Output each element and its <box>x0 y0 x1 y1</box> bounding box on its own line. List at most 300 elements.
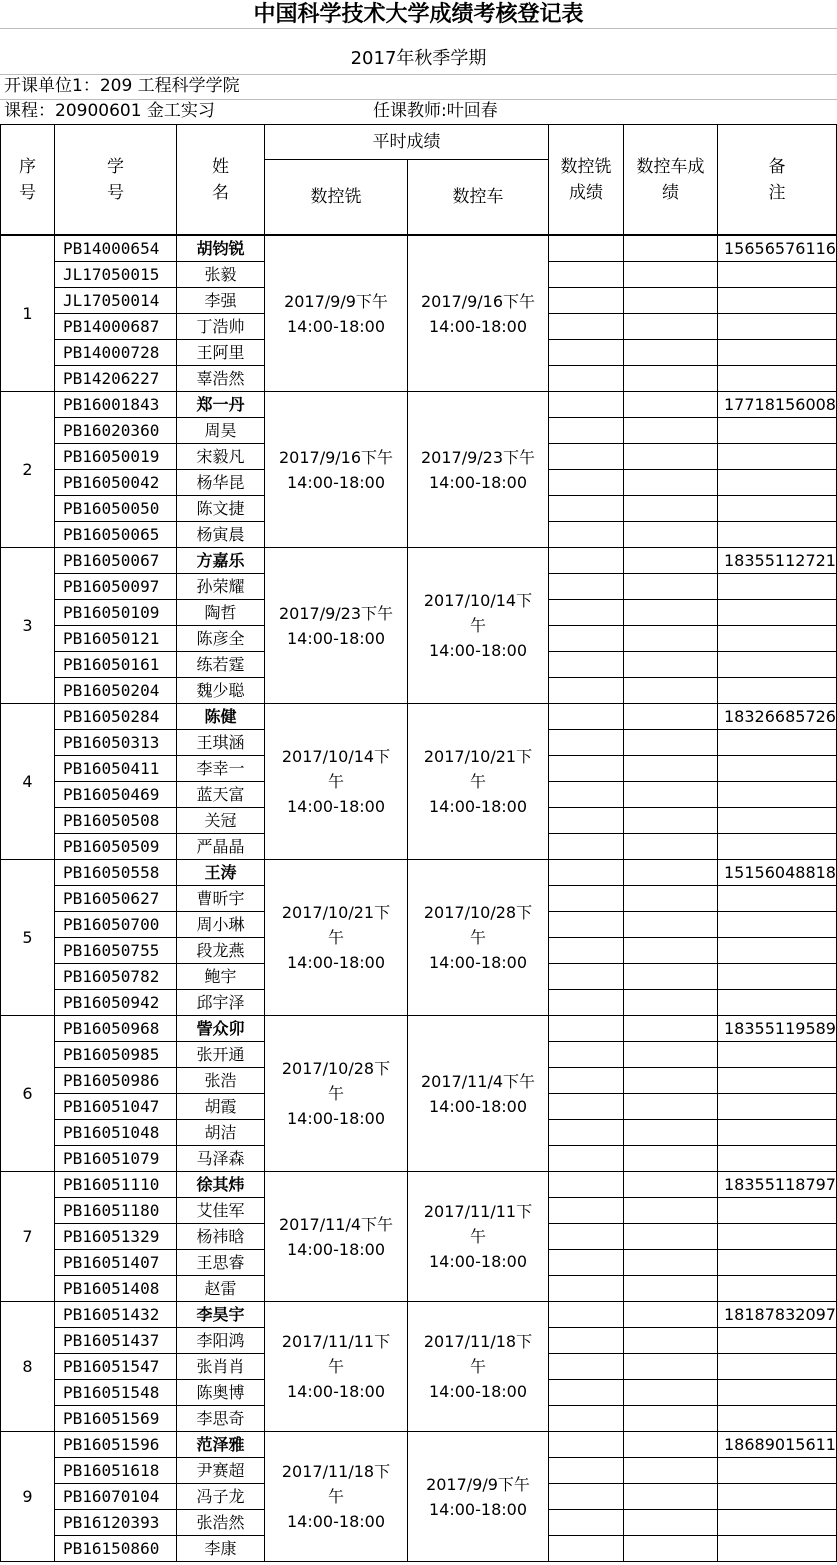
student-id-cell: JL17050014 <box>55 288 177 314</box>
lathe-time-cell: 2017/10/28下 午 14:00-18:00 <box>408 860 549 1016</box>
lathe-score-cell[interactable] <box>624 756 718 782</box>
student-name-cell: 艾佳军 <box>177 1198 265 1224</box>
milling-score-cell[interactable] <box>549 1354 624 1380</box>
header-index: 序 号 <box>1 125 55 235</box>
student-id-cell: PB14000728 <box>55 340 177 366</box>
student-name-cell: 张毅 <box>177 262 265 288</box>
student-id-cell: PB16051408 <box>55 1276 177 1302</box>
milling-score-cell[interactable] <box>549 470 624 496</box>
remark-cell <box>718 1328 837 1354</box>
student-name-cell: 李思奇 <box>177 1406 265 1432</box>
remark-cell <box>718 340 837 366</box>
student-name-cell: 魏少聪 <box>177 678 265 704</box>
student-name-cell: 周昊 <box>177 418 265 444</box>
table-row <box>1 704 837 730</box>
milling-time-cell: 2017/9/16下午 14:00-18:00 <box>265 392 408 548</box>
group-leader-name: 李昊宇 <box>177 1302 265 1328</box>
student-id-cell: PB16050782 <box>55 964 177 990</box>
student-id-cell: PB16050411 <box>55 756 177 782</box>
milling-score-cell[interactable] <box>549 964 624 990</box>
student-name-cell: 周小琳 <box>177 912 265 938</box>
lathe-score-cell[interactable] <box>624 1250 718 1276</box>
remark-cell <box>718 1250 837 1276</box>
student-id-cell: PB16051079 <box>55 1146 177 1172</box>
student-name-cell: 杨寅晨 <box>177 522 265 548</box>
lathe-score-cell[interactable] <box>624 1510 718 1536</box>
page-title: 中国科学技术大学成绩考核登记表 <box>253 1 584 27</box>
lathe-score-cell[interactable] <box>624 235 718 262</box>
table-row <box>1 392 837 418</box>
group-index: 3 <box>1 548 55 704</box>
student-id-cell: PB16050558 <box>55 860 177 886</box>
student-name-cell: 陶哲 <box>177 600 265 626</box>
student-id-cell: PB16050627 <box>55 886 177 912</box>
row-divider <box>0 28 837 29</box>
student-id-cell: PB14206227 <box>55 366 177 392</box>
milling-score-cell[interactable] <box>549 574 624 600</box>
remark-cell <box>718 314 837 340</box>
milling-score-cell[interactable] <box>549 366 624 392</box>
student-name-cell: 丁浩帅 <box>177 314 265 340</box>
student-name-cell: 陈文捷 <box>177 496 265 522</box>
group-leader-name: 胡钧锐 <box>177 235 265 262</box>
milling-score-cell[interactable] <box>549 340 624 366</box>
remark-cell <box>718 886 837 912</box>
student-id-cell: PB16050121 <box>55 626 177 652</box>
milling-score-cell[interactable] <box>549 886 624 912</box>
remark-cell <box>718 652 837 678</box>
milling-score-cell[interactable] <box>549 522 624 548</box>
student-id-cell: PB16120393 <box>55 1510 177 1536</box>
lathe-score-cell[interactable] <box>624 418 718 444</box>
milling-score-cell[interactable] <box>549 1380 624 1406</box>
student-id-cell: PB16050985 <box>55 1042 177 1068</box>
lathe-score-cell[interactable] <box>624 1146 718 1172</box>
remark-cell <box>718 1198 837 1224</box>
lathe-score-cell[interactable] <box>624 834 718 860</box>
student-id-cell: PB16050469 <box>55 782 177 808</box>
student-name-cell: 王阿里 <box>177 340 265 366</box>
grade-table <box>0 234 837 1562</box>
remark-cell <box>718 496 837 522</box>
student-name-cell: 辜浩然 <box>177 366 265 392</box>
milling-score-cell[interactable] <box>549 392 624 418</box>
group-leader-name: 王涛 <box>177 860 265 886</box>
table-row <box>1 860 837 886</box>
lathe-score-cell[interactable] <box>624 470 718 496</box>
lathe-score-cell[interactable] <box>624 860 718 886</box>
lathe-score-cell[interactable] <box>624 262 718 288</box>
remark-cell: 18689015611 <box>718 1432 837 1458</box>
student-id-cell: PB16051048 <box>55 1120 177 1146</box>
lathe-time-cell: 2017/11/11下 午 14:00-18:00 <box>408 1172 549 1302</box>
milling-score-cell[interactable] <box>549 652 624 678</box>
student-name-cell: 王思睿 <box>177 1250 265 1276</box>
lathe-score-cell[interactable] <box>624 886 718 912</box>
lathe-score-cell[interactable] <box>624 808 718 834</box>
milling-score-cell[interactable] <box>549 1120 624 1146</box>
lathe-score-cell[interactable] <box>624 366 718 392</box>
remark-cell <box>718 678 837 704</box>
lathe-time-cell: 2017/11/18下 午 14:00-18:00 <box>408 1302 549 1432</box>
student-id-cell: PB16050019 <box>55 444 177 470</box>
milling-score-cell[interactable] <box>549 1536 624 1562</box>
milling-score-cell[interactable] <box>549 1172 624 1198</box>
student-id-cell: PB16070104 <box>55 1484 177 1510</box>
remark-cell <box>718 366 837 392</box>
header-name: 姓 名 <box>177 125 265 235</box>
remark-cell <box>718 834 837 860</box>
remark-cell <box>718 808 837 834</box>
remark-cell: 18355119589 <box>718 1016 837 1042</box>
header-lathe-score: 数控车成 绩 <box>624 125 718 235</box>
milling-score-cell[interactable] <box>549 1484 624 1510</box>
student-id-cell: PB16051569 <box>55 1406 177 1432</box>
student-name-cell: 李强 <box>177 288 265 314</box>
student-name-cell: 张肖肖 <box>177 1354 265 1380</box>
remark-cell <box>718 1094 837 1120</box>
remark-cell <box>718 626 837 652</box>
milling-score-cell[interactable] <box>549 1302 624 1328</box>
student-name-cell: 胡洁 <box>177 1120 265 1146</box>
lathe-score-cell[interactable] <box>624 1302 718 1328</box>
teacher-label: 任课教师:叶回春 <box>373 101 498 121</box>
milling-score-cell[interactable] <box>549 938 624 964</box>
student-name-cell: 陈奥博 <box>177 1380 265 1406</box>
milling-score-cell[interactable] <box>549 912 624 938</box>
milling-score-cell[interactable] <box>549 860 624 886</box>
student-name-cell: 杨华昆 <box>177 470 265 496</box>
lathe-score-cell[interactable] <box>624 652 718 678</box>
milling-score-cell[interactable] <box>549 1328 624 1354</box>
group-index: 8 <box>1 1302 55 1432</box>
student-id-cell: PB16050986 <box>55 1068 177 1094</box>
student-id-cell: PB16020360 <box>55 418 177 444</box>
remark-cell <box>718 418 837 444</box>
group-index: 7 <box>1 1172 55 1302</box>
milling-score-cell[interactable] <box>549 600 624 626</box>
milling-score-cell[interactable] <box>549 1458 624 1484</box>
milling-time-cell: 2017/10/28下 午 14:00-18:00 <box>265 1016 408 1172</box>
student-name-cell: 蓝天富 <box>177 782 265 808</box>
milling-score-cell[interactable] <box>549 1250 624 1276</box>
student-id-cell: PB16051110 <box>55 1172 177 1198</box>
header-remarks: 备 注 <box>718 125 837 235</box>
milling-score-cell[interactable] <box>549 678 624 704</box>
student-id-cell: PB16050942 <box>55 990 177 1016</box>
student-name-cell: 李阳鸿 <box>177 1328 265 1354</box>
student-id-cell: PB16050755 <box>55 938 177 964</box>
remark-cell <box>718 1120 837 1146</box>
group-index: 5 <box>1 860 55 1016</box>
lathe-score-cell[interactable] <box>624 1094 718 1120</box>
lathe-score-cell[interactable] <box>624 288 718 314</box>
remark-cell <box>718 1042 837 1068</box>
lathe-score-cell[interactable] <box>624 626 718 652</box>
student-name-cell: 段龙燕 <box>177 938 265 964</box>
milling-score-cell[interactable] <box>549 1406 624 1432</box>
student-name-cell: 胡霞 <box>177 1094 265 1120</box>
student-name-cell: 张开通 <box>177 1042 265 1068</box>
semester-label: 2017年秋季学期 <box>350 48 487 69</box>
remark-cell <box>718 730 837 756</box>
student-id-cell: PB16050509 <box>55 834 177 860</box>
remark-cell <box>718 262 837 288</box>
student-name-cell: 张浩然 <box>177 1510 265 1536</box>
student-id-cell: PB14000687 <box>55 314 177 340</box>
lathe-score-cell[interactable] <box>624 392 718 418</box>
student-name-cell: 赵雷 <box>177 1276 265 1302</box>
lathe-score-cell[interactable] <box>624 1120 718 1146</box>
remark-cell <box>718 1276 837 1302</box>
remark-cell <box>718 1484 837 1510</box>
remark-cell <box>718 470 837 496</box>
student-id-cell: PB16050313 <box>55 730 177 756</box>
milling-time-cell: 2017/10/21下 午 14:00-18:00 <box>265 860 408 1016</box>
milling-score-cell[interactable] <box>549 1510 624 1536</box>
remark-cell <box>718 574 837 600</box>
student-id-cell: PB16050968 <box>55 1016 177 1042</box>
lathe-time-cell: 2017/9/16下午 14:00-18:00 <box>408 235 549 392</box>
milling-score-cell[interactable] <box>549 1432 624 1458</box>
student-id-cell: PB16050508 <box>55 808 177 834</box>
milling-score-cell[interactable] <box>549 756 624 782</box>
lathe-score-cell[interactable] <box>624 340 718 366</box>
student-id-cell: PB16050097 <box>55 574 177 600</box>
remark-cell <box>718 1380 837 1406</box>
remark-cell <box>718 522 837 548</box>
lathe-score-cell[interactable] <box>624 1484 718 1510</box>
lathe-score-cell[interactable] <box>624 314 718 340</box>
student-id-cell: PB16050161 <box>55 652 177 678</box>
lathe-score-cell[interactable] <box>624 704 718 730</box>
student-id-cell: JL17050015 <box>55 262 177 288</box>
student-name-cell: 冯子龙 <box>177 1484 265 1510</box>
student-id-cell: PB16051180 <box>55 1198 177 1224</box>
milling-score-cell[interactable] <box>549 1146 624 1172</box>
table-row <box>1 1302 837 1328</box>
table-row <box>1 548 837 574</box>
student-id-cell: PB16050042 <box>55 470 177 496</box>
milling-score-cell[interactable] <box>549 444 624 470</box>
student-name-cell: 孙荣耀 <box>177 574 265 600</box>
student-name-cell: 宋毅凡 <box>177 444 265 470</box>
group-index: 9 <box>1 1432 55 1562</box>
group-index: 2 <box>1 392 55 548</box>
lathe-time-cell: 2017/10/21下 午 14:00-18:00 <box>408 704 549 860</box>
group-index: 6 <box>1 1016 55 1172</box>
milling-score-cell[interactable] <box>549 548 624 574</box>
table-row <box>1 1016 837 1042</box>
milling-score-cell[interactable] <box>549 1094 624 1120</box>
milling-score-cell[interactable] <box>549 730 624 756</box>
lathe-score-cell[interactable] <box>624 1042 718 1068</box>
lathe-score-cell[interactable] <box>624 1276 718 1302</box>
header-regular-score: 平时成绩 <box>265 125 549 160</box>
milling-score-cell[interactable] <box>549 235 624 262</box>
student-id-cell: PB16051329 <box>55 1224 177 1250</box>
student-name-cell: 鲍宇 <box>177 964 265 990</box>
student-id-cell: PB16051548 <box>55 1380 177 1406</box>
lathe-score-cell[interactable] <box>624 1432 718 1458</box>
remark-cell: 15656576116 <box>718 235 837 262</box>
remark-cell <box>718 600 837 626</box>
group-leader-name: 訾众卯 <box>177 1016 265 1042</box>
student-id-cell: PB16051047 <box>55 1094 177 1120</box>
student-id-cell: PB16050050 <box>55 496 177 522</box>
milling-time-cell: 2017/11/18下 午 14:00-18:00 <box>265 1432 408 1562</box>
group-index: 1 <box>1 235 55 392</box>
remark-cell <box>718 444 837 470</box>
remark-cell: 17718156008 <box>718 392 837 418</box>
lathe-score-cell[interactable] <box>624 782 718 808</box>
milling-score-cell[interactable] <box>549 314 624 340</box>
student-name-cell: 曹昕宇 <box>177 886 265 912</box>
course-unit: 开课单位1：209 工程科学学院 <box>4 76 240 96</box>
remark-cell: 18355112721 <box>718 548 837 574</box>
student-id-cell: PB16051407 <box>55 1250 177 1276</box>
student-name-cell: 陈彦全 <box>177 626 265 652</box>
student-name-cell: 关冠 <box>177 808 265 834</box>
milling-score-cell[interactable] <box>549 782 624 808</box>
course-info <box>0 99 837 124</box>
lathe-score-cell[interactable] <box>624 938 718 964</box>
lathe-score-cell[interactable] <box>624 990 718 1016</box>
lathe-score-cell[interactable] <box>624 522 718 548</box>
lathe-score-cell[interactable] <box>624 600 718 626</box>
remark-cell: 18187832097 <box>718 1302 837 1328</box>
student-id-cell: PB16051618 <box>55 1458 177 1484</box>
lathe-score-cell[interactable] <box>624 1016 718 1042</box>
lathe-score-cell[interactable] <box>624 912 718 938</box>
student-name-cell: 严晶晶 <box>177 834 265 860</box>
student-id-cell: PB16051432 <box>55 1302 177 1328</box>
student-id-cell: PB16050284 <box>55 704 177 730</box>
remark-cell <box>718 1224 837 1250</box>
remark-cell <box>718 1354 837 1380</box>
header-student-id: 学 号 <box>55 125 177 235</box>
student-name-cell: 张浩 <box>177 1068 265 1094</box>
lathe-time-cell: 2017/9/23下午 14:00-18:00 <box>408 392 549 548</box>
milling-score-cell[interactable] <box>549 288 624 314</box>
remark-cell <box>718 756 837 782</box>
student-id-cell: PB16050700 <box>55 912 177 938</box>
lathe-score-cell[interactable] <box>624 574 718 600</box>
milling-score-cell[interactable] <box>549 834 624 860</box>
milling-time-cell: 2017/9/23下午 14:00-18:00 <box>265 548 408 704</box>
lathe-score-cell[interactable] <box>624 1224 718 1250</box>
remark-cell <box>718 1068 837 1094</box>
milling-score-cell[interactable] <box>549 1068 624 1094</box>
student-name-cell: 杨祎晗 <box>177 1224 265 1250</box>
milling-time-cell: 2017/11/11下 午 14:00-18:00 <box>265 1302 408 1432</box>
lathe-score-cell[interactable] <box>624 964 718 990</box>
table-header <box>0 124 837 235</box>
lathe-score-cell[interactable] <box>624 1406 718 1432</box>
student-id-cell: PB16001843 <box>55 392 177 418</box>
milling-score-cell[interactable] <box>549 808 624 834</box>
remark-cell: 15156048818 <box>718 860 837 886</box>
header-lathe: 数控车 <box>408 160 549 235</box>
lathe-score-cell[interactable] <box>624 548 718 574</box>
header-milling: 数控铣 <box>265 160 408 235</box>
lathe-score-cell[interactable] <box>624 1172 718 1198</box>
remark-cell: 18326685726 <box>718 704 837 730</box>
remark-cell <box>718 1458 837 1484</box>
lathe-score-cell[interactable] <box>624 1068 718 1094</box>
table-row <box>1 235 837 262</box>
lathe-score-cell[interactable] <box>624 1198 718 1224</box>
milling-score-cell[interactable] <box>549 418 624 444</box>
student-name-cell: 王琪涵 <box>177 730 265 756</box>
milling-score-cell[interactable] <box>549 704 624 730</box>
group-leader-name: 徐其炜 <box>177 1172 265 1198</box>
milling-score-cell[interactable] <box>549 1198 624 1224</box>
milling-time-cell: 2017/9/9下午 14:00-18:00 <box>265 235 408 392</box>
lathe-time-cell: 2017/11/4下午 14:00-18:00 <box>408 1016 549 1172</box>
milling-score-cell[interactable] <box>549 990 624 1016</box>
lathe-time-cell: 2017/9/9下午 14:00-18:00 <box>408 1432 549 1562</box>
milling-score-cell[interactable] <box>549 496 624 522</box>
group-leader-name: 郑一丹 <box>177 392 265 418</box>
student-name-cell: 练若霆 <box>177 652 265 678</box>
lathe-score-cell[interactable] <box>624 730 718 756</box>
milling-score-cell[interactable] <box>549 1016 624 1042</box>
remark-cell <box>718 964 837 990</box>
student-id-cell: PB16051547 <box>55 1354 177 1380</box>
group-leader-name: 方嘉乐 <box>177 548 265 574</box>
student-id-cell: PB16050065 <box>55 522 177 548</box>
remark-cell <box>718 288 837 314</box>
lathe-score-cell[interactable] <box>624 1380 718 1406</box>
lathe-score-cell[interactable] <box>624 444 718 470</box>
group-leader-name: 范泽雅 <box>177 1432 265 1458</box>
remark-cell <box>718 938 837 964</box>
group-leader-name: 陈健 <box>177 704 265 730</box>
student-name-cell: 邱宇泽 <box>177 990 265 1016</box>
student-name-cell: 李康 <box>177 1536 265 1562</box>
student-id-cell: PB14000654 <box>55 235 177 262</box>
student-id-cell: PB16150860 <box>55 1536 177 1562</box>
remark-cell <box>718 1536 837 1562</box>
remark-cell <box>718 1406 837 1432</box>
remark-cell <box>718 912 837 938</box>
milling-score-cell[interactable] <box>549 1042 624 1068</box>
milling-score-cell[interactable] <box>549 1224 624 1250</box>
course-code-name: 课程：20900601 金工实习 <box>4 101 215 121</box>
student-name-cell: 尹赛超 <box>177 1458 265 1484</box>
table-row <box>1 1432 837 1458</box>
student-id-cell: PB16050109 <box>55 600 177 626</box>
milling-time-cell: 2017/11/4下午 14:00-18:00 <box>265 1172 408 1302</box>
student-name-cell: 李幸一 <box>177 756 265 782</box>
remark-cell <box>718 990 837 1016</box>
student-name-cell: 马泽森 <box>177 1146 265 1172</box>
student-id-cell: PB16050204 <box>55 678 177 704</box>
milling-score-cell[interactable] <box>549 1276 624 1302</box>
milling-score-cell[interactable] <box>549 262 624 288</box>
lathe-score-cell[interactable] <box>624 1354 718 1380</box>
lathe-score-cell[interactable] <box>624 1328 718 1354</box>
lathe-score-cell[interactable] <box>624 496 718 522</box>
lathe-score-cell[interactable] <box>624 1458 718 1484</box>
lathe-score-cell[interactable] <box>624 1536 718 1562</box>
remark-cell <box>718 1146 837 1172</box>
lathe-score-cell[interactable] <box>624 678 718 704</box>
milling-score-cell[interactable] <box>549 626 624 652</box>
student-id-cell: PB16051437 <box>55 1328 177 1354</box>
group-index: 4 <box>1 704 55 860</box>
